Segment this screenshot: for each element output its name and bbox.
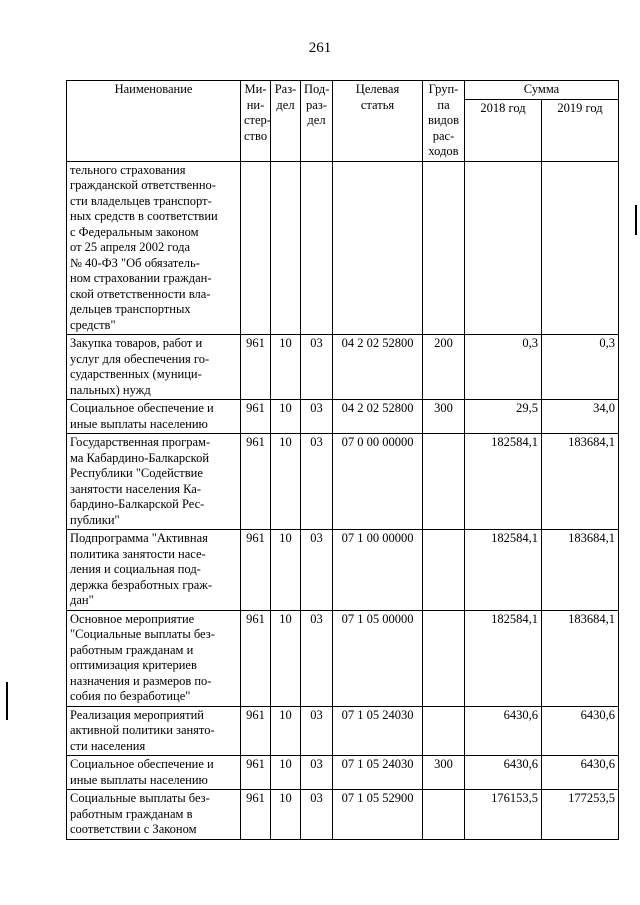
table-row [67, 400, 619, 434]
row-name: Государственная програм- ма Кабардино-Балкарской Республики "Содействие занятости населения Ка- бардино-Балкарской Рес- публики" [67, 434, 241, 530]
row-target: 04 2 02 52800 [333, 335, 423, 400]
row-target [333, 161, 423, 335]
page-number: 261 [308, 40, 332, 56]
row-sum-2018: 182584,1 [465, 610, 542, 706]
row-ministry: 961 [241, 610, 271, 706]
row-expense-group: 300 [423, 756, 465, 790]
header-name: Наименование [67, 81, 241, 162]
row-sum-2018: 6430,6 [465, 706, 542, 756]
header-year-2018: 2018 год [465, 99, 542, 161]
row-sum-2018: 6430,6 [465, 756, 542, 790]
row-section: 10 [271, 530, 301, 611]
row-subsection: 03 [301, 756, 333, 790]
row-sum-2018: 182584,1 [465, 434, 542, 530]
row-section: 10 [271, 756, 301, 790]
row-ministry: 961 [241, 706, 271, 756]
row-ministry: 961 [241, 756, 271, 790]
row-sum-2019: 0,3 [542, 335, 619, 400]
header-year-2019: 2019 год [542, 99, 619, 161]
row-name: Основное мероприятие "Социальные выплаты без- работным гражданам и оптимизация критериев назначения и размеров по- собия по безработице" [67, 610, 241, 706]
row-ministry: 961 [241, 434, 271, 530]
row-ministry: 961 [241, 335, 271, 400]
row-section: 10 [271, 610, 301, 706]
row-sum-2019: 6430,6 [542, 706, 619, 756]
row-sum-2018: 176153,5 [465, 790, 542, 840]
row-name: Реализация мероприятий активной политики занято- сти населения [67, 706, 241, 756]
margin-mark-left [6, 682, 8, 720]
row-subsection: 03 [301, 790, 333, 840]
row-target: 07 1 05 00000 [333, 610, 423, 706]
row-subsection: 03 [301, 335, 333, 400]
row-section [271, 161, 301, 335]
row-expense-group: 200 [423, 335, 465, 400]
row-expense-group [423, 161, 465, 335]
row-ministry [241, 161, 271, 335]
row-sum-2019: 183684,1 [542, 610, 619, 706]
row-sum-2018: 182584,1 [465, 530, 542, 611]
row-expense-group: 300 [423, 400, 465, 434]
row-ministry: 961 [241, 530, 271, 611]
row-sum-2019: 183684,1 [542, 434, 619, 530]
row-target: 04 2 02 52800 [333, 400, 423, 434]
row-sum-2019 [542, 161, 619, 335]
row-name: Подпрограмма "Активная политика занятости насе- ления и социальная под- держка безработных граж- дан" [67, 530, 241, 611]
row-name: Закупка товаров, работ и услуг для обеспечения го- сударственных (муници- пальных) нужд [67, 335, 241, 400]
table-row [67, 161, 619, 335]
header-ministry: Ми- ни- стер- ство [241, 81, 271, 162]
row-subsection [301, 161, 333, 335]
row-sum-2019: 177253,5 [542, 790, 619, 840]
row-subsection: 03 [301, 530, 333, 611]
row-sum-2019: 183684,1 [542, 530, 619, 611]
row-expense-group [423, 790, 465, 840]
table-row [67, 434, 619, 530]
row-section: 10 [271, 434, 301, 530]
row-name: Социальное обеспечение и иные выплаты населению [67, 756, 241, 790]
row-section: 10 [271, 790, 301, 840]
row-target: 07 1 05 24030 [333, 756, 423, 790]
row-expense-group [423, 530, 465, 611]
table-row [67, 706, 619, 756]
row-subsection: 03 [301, 400, 333, 434]
row-target: 07 0 00 00000 [333, 434, 423, 530]
row-expense-group [423, 610, 465, 706]
table-row [67, 610, 619, 706]
table-row [67, 335, 619, 400]
table-row [67, 756, 619, 790]
row-ministry: 961 [241, 400, 271, 434]
row-subsection: 03 [301, 610, 333, 706]
header-target: Целевая статья [333, 81, 423, 162]
row-target: 07 1 05 52900 [333, 790, 423, 840]
row-sum-2019: 6430,6 [542, 756, 619, 790]
row-name: тельного страхования гражданской ответственно- сти владельцев транспорт- ных средств в соответствии с Федеральным законом от 25 апреля 2002 года № 40-ФЗ "Об обязатель- ном страховании граждан- ской ответственности вла- дельцев транспортных средств" [67, 161, 241, 335]
row-target: 07 1 00 00000 [333, 530, 423, 611]
row-name: Социальное обеспечение и иные выплаты населению [67, 400, 241, 434]
row-sum-2018 [465, 161, 542, 335]
header-sum: Сумма [465, 81, 619, 100]
row-name: Социальные выплаты без- работным гражданам в соответствии с Законом [67, 790, 241, 840]
row-subsection: 03 [301, 706, 333, 756]
table-row [67, 790, 619, 840]
row-expense-group [423, 434, 465, 530]
budget-table [66, 80, 619, 840]
row-ministry: 961 [241, 790, 271, 840]
row-subsection: 03 [301, 434, 333, 530]
margin-mark-right [635, 205, 637, 235]
row-sum-2018: 29,5 [465, 400, 542, 434]
row-section: 10 [271, 335, 301, 400]
row-target: 07 1 05 24030 [333, 706, 423, 756]
table-row [67, 530, 619, 611]
row-section: 10 [271, 706, 301, 756]
row-expense-group [423, 706, 465, 756]
header-subsection: Под- раз- дел [301, 81, 333, 162]
row-sum-2018: 0,3 [465, 335, 542, 400]
row-sum-2019: 34,0 [542, 400, 619, 434]
header-expense-group: Груп- па видов рас- ходов [423, 81, 465, 162]
row-section: 10 [271, 400, 301, 434]
header-section: Раз- дел [271, 81, 301, 162]
